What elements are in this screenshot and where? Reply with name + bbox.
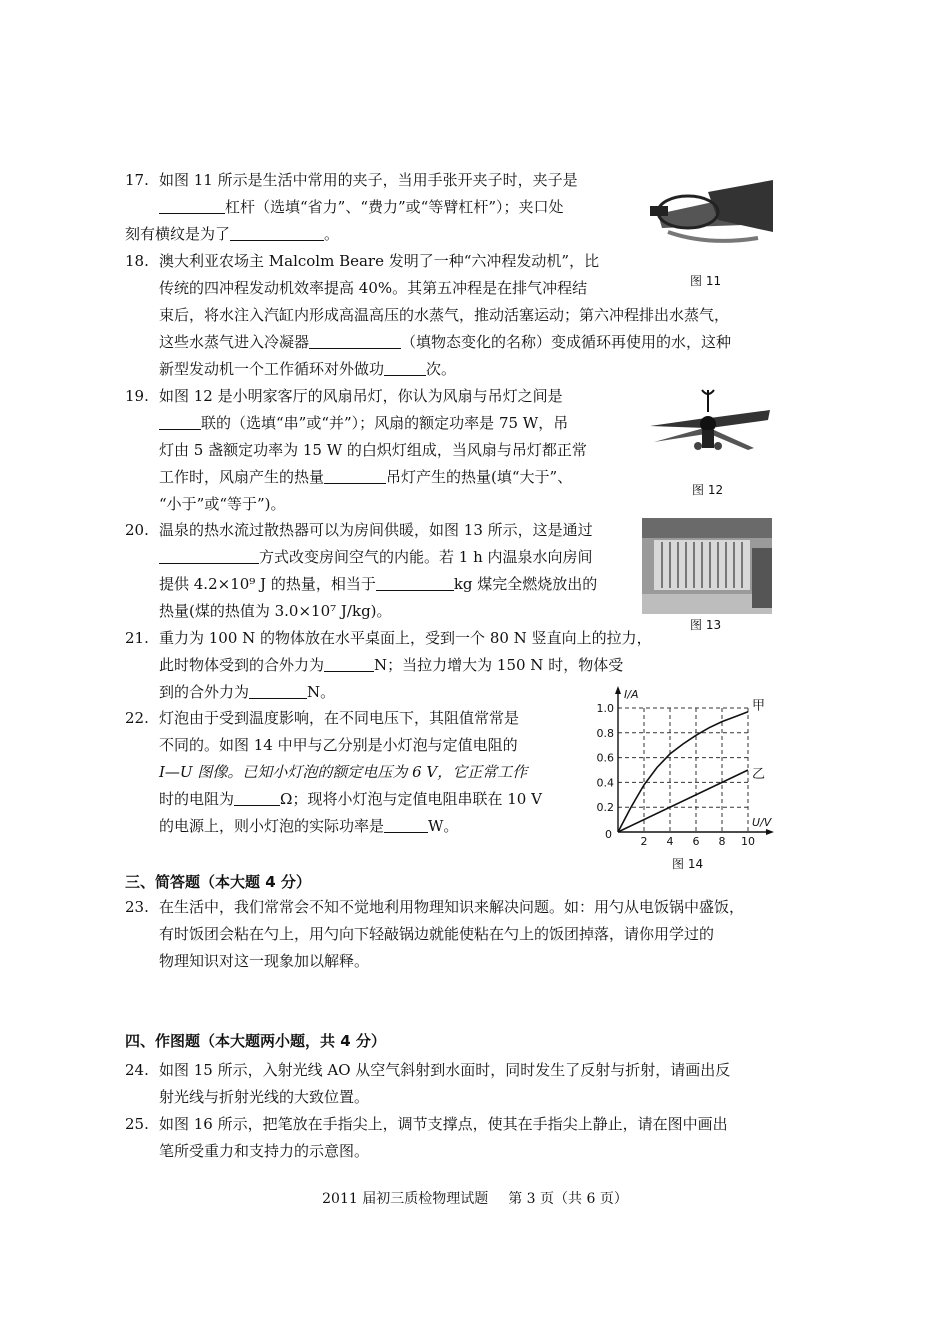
figure-13-radiator-image: [642, 518, 772, 614]
question-text: 工作时，风扇产生的热量: [159, 468, 325, 486]
question-text: 如图 15 所示，入射光线 AO 从空气斜射到水面时，同时发生了反射与折射，请画出反: [159, 1061, 731, 1079]
question-25: [125, 1111, 785, 1165]
question-text: N。: [307, 683, 336, 701]
answer-blank[interactable]: [309, 332, 401, 349]
question-text: （填物态变化的名称）变成循环再使用的水，这种: [401, 333, 732, 351]
question-text: 联的（选填“串”或“并”）；风扇的额定功率是 75 W，吊: [201, 414, 569, 432]
question-23: [125, 894, 785, 975]
question-text: 灯泡由于受到温度影响，在不同电压下，其阻值常常是: [159, 709, 520, 727]
page-footer: [0, 1188, 950, 1208]
question-text: kg 煤完全燃烧放出的: [453, 575, 598, 593]
answer-blank[interactable]: [384, 359, 426, 376]
chart-grid: [618, 708, 748, 832]
answer-blank[interactable]: [159, 547, 259, 564]
chart-tick-label-y: 0.8: [596, 726, 614, 740]
question-text: 物理知识对这一现象加以解释。: [159, 952, 370, 970]
section-3-title: 三、简答题（本大题 4 分）: [125, 873, 311, 891]
answer-blank[interactable]: [159, 413, 201, 430]
question-text: 到的合外力为: [159, 683, 250, 701]
question-text: 杠杆（选填“省力”、“费力”或“等臂杠杆”）；夹口处: [225, 198, 564, 216]
question-text: 方式改变房间空气的内能。若 1 h 内温泉水向房间: [259, 548, 593, 566]
question-text: W。: [428, 817, 459, 835]
answer-blank[interactable]: [230, 224, 324, 241]
question-text: 的电源上，则小灯泡的实际功率是: [159, 817, 385, 835]
question-text: 吊灯产生的热量(填“大于”、: [386, 468, 573, 486]
section-4-title: 四、作图题（本大题两小题，共 4 分）: [125, 1032, 386, 1050]
question-text: 此时物体受到的合外力为: [159, 656, 325, 674]
question-text: 温泉的热水流过散热器可以为房间供暖，如图 13 所示，这是通过: [159, 521, 593, 539]
question-text: 笔所受重力和支持力的示意图。: [159, 1142, 370, 1160]
question-number: 17.: [125, 171, 149, 189]
answer-blank[interactable]: [234, 789, 280, 806]
question-text: 在生活中，我们常常会不知不觉地利用物理知识来解决问题。如：用勺从电饭锅中盛饭，: [159, 898, 745, 916]
question-text: 射光线与折射光线的大致位置。: [159, 1088, 370, 1106]
figure-14-iu-chart: [590, 682, 790, 850]
chart-tick-label-x: 10: [741, 835, 755, 848]
answer-blank[interactable]: [384, 816, 428, 833]
chart-tick-label-x: 8: [718, 835, 726, 848]
question-text: 提供 4.2×10⁹ J 的热量，相当于: [159, 575, 376, 593]
question-number: 19.: [125, 387, 149, 405]
question-text: 如图 11 所示是生活中常用的夹子，当用手张开夹子时，夹子是: [159, 171, 578, 189]
question-text: 重力为 100 N 的物体放在水平桌面上，受到一个 80 N 竖直向上的拉力，: [159, 629, 652, 647]
question-text: 新型发动机一个工作循环对外做功: [159, 360, 385, 378]
chart-tick-label-y: 1.0: [596, 702, 614, 715]
chart-tick-label-x: 6: [692, 835, 700, 848]
chart-axes: [615, 686, 774, 835]
question-text: 。: [324, 225, 340, 243]
chart-tick-label-y: 0.6: [596, 751, 614, 765]
chart-series-line: [618, 770, 748, 832]
question-text: 传统的四冲程发动机效率提高 40%。其第五冲程是在排气冲程结: [159, 279, 588, 297]
question-text: 澳大利亚农场主 Malcolm Beare 发明了一种“六冲程发动机”，比: [159, 252, 600, 270]
figure-11-clip-image: [648, 172, 773, 252]
question-text: N；当拉力增大为 150 N 时，物体受: [374, 656, 624, 674]
chart-series-line: [618, 712, 748, 832]
question-18: [125, 248, 785, 383]
question-text: 时的电阻为: [159, 790, 235, 808]
chart-y-axis-label: I/A: [624, 688, 639, 701]
answer-blank[interactable]: [324, 467, 386, 484]
chart-tick-label-x: 4: [666, 835, 674, 848]
question-text: 如图 12 是小明家客厅的风扇吊灯，你认为风扇与吊灯之间是: [159, 387, 563, 405]
chart-y-axis-arrow: [615, 686, 621, 694]
figure-12-fan-lamp-image: [650, 386, 770, 466]
answer-blank[interactable]: [376, 574, 454, 591]
question-number: 23.: [125, 898, 149, 916]
chart-tick-label-y: 0.4: [596, 776, 614, 790]
question-text: 不同的。如图 14 中甲与乙分别是小灯泡与定值电阻的: [159, 736, 518, 754]
question-number: 18.: [125, 252, 149, 270]
figure-13-caption: 图 13: [690, 618, 722, 632]
footer-exam-title: 2011 届初三质检物理试题: [322, 1191, 489, 1207]
footer-page-number: 第 3 页（共 6 页）: [508, 1191, 628, 1207]
answer-blank[interactable]: [249, 682, 307, 699]
question-text: 有时饭团会粘在勺上，用勺向下轻敲锅边就能使粘在勺上的饭团掉落，请你用学过的: [159, 925, 715, 943]
chart-tick-label-y: 0.2: [596, 801, 614, 815]
chart-tick-label-x: 2: [640, 835, 648, 848]
chart-series: [618, 699, 765, 832]
figure-11-caption: 图 11: [690, 274, 722, 288]
question-text: 热量(煤的热值为 3.0×10⁷ J/kg)。: [159, 602, 392, 620]
answer-blank[interactable]: [159, 197, 225, 214]
question-text: 刻有横纹是为了: [125, 225, 231, 243]
question-number: 21.: [125, 629, 149, 647]
question-number: 22.: [125, 709, 149, 727]
question-text: I—U 图像。已知小灯泡的额定电压为 6 V，它正常工作: [159, 763, 528, 781]
question-text: Ω；现将小灯泡与定值电阻串联在 10 V: [280, 790, 542, 808]
question-24: [125, 1057, 785, 1111]
figure-14-caption: 图 14: [672, 857, 704, 871]
question-text: 灯由 5 盏额定功率为 15 W 的白炽灯组成，当风扇与吊灯都正常: [159, 441, 587, 459]
question-text: 束后，将水注入汽缸内形成高温高压的水蒸气，推动活塞运动；第六冲程排出水蒸气，: [159, 306, 730, 324]
question-number: 25.: [125, 1115, 149, 1133]
figure-12-caption: 图 12: [692, 483, 724, 497]
chart-x-axis-arrow: [766, 829, 774, 835]
chart-origin-label: 0: [605, 828, 612, 841]
question-text: 次。: [426, 360, 457, 378]
answer-blank[interactable]: [324, 655, 374, 672]
question-22: [125, 705, 585, 840]
question-text: 如图 16 所示，把笔放在手指尖上，调节支撑点，使其在手指尖上静止，请在图中画出: [159, 1115, 728, 1133]
question-text: “小于”或“等于”)。: [159, 495, 286, 513]
chart-x-axis-label: U/V: [752, 816, 772, 829]
question-number: 24.: [125, 1061, 149, 1079]
chart-series-label: 乙: [752, 767, 766, 782]
chart-series-label: 甲: [752, 698, 766, 714]
question-text: 这些水蒸气进入冷凝器: [159, 333, 310, 351]
question-number: 20.: [125, 521, 149, 539]
